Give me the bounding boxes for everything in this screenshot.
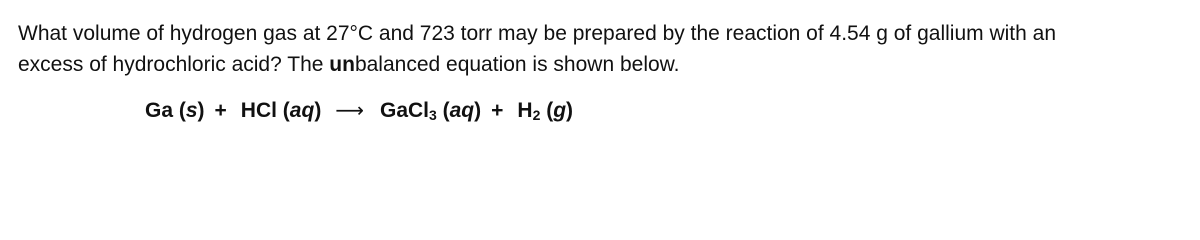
reactant-hcl: HCl (aq) bbox=[241, 96, 322, 126]
product-h2-formula: H bbox=[517, 99, 533, 122]
question-line-2-start: excess of hydrochloric acid? The bbox=[18, 53, 330, 76]
reactant-hcl-formula: HCl bbox=[240, 99, 277, 122]
question-line-2-end: balanced equation is shown below. bbox=[354, 53, 680, 76]
product-gacl3-subscript: 3 bbox=[429, 107, 437, 123]
reactant-ga: Ga (s) bbox=[145, 96, 205, 126]
question-line-1 bbox=[0, 18, 1194, 49]
plus-sign-2: + bbox=[491, 99, 504, 122]
product-h2-subscript: 2 bbox=[532, 107, 541, 123]
question-line-2 bbox=[0, 49, 1194, 80]
reactant-hcl-state: aq bbox=[289, 99, 315, 122]
product-gacl3: GaCl3 (aq) bbox=[380, 96, 481, 130]
plus-sign-1: + bbox=[214, 99, 227, 122]
product-gacl3-state: aq bbox=[449, 99, 475, 122]
question-number bbox=[0, 18, 18, 49]
chemical-equation bbox=[145, 96, 573, 130]
product-h2: H2 (g) bbox=[517, 96, 573, 130]
question-text bbox=[0, 18, 1194, 80]
reaction-arrow: ⟶ bbox=[335, 100, 364, 122]
product-gacl3-formula: GaCl bbox=[379, 99, 429, 122]
emphasis-un: un bbox=[329, 53, 355, 76]
reactant-ga-state: s bbox=[185, 99, 198, 122]
product-h2-state: g bbox=[553, 99, 567, 122]
reactant-ga-formula: Ga bbox=[145, 99, 174, 122]
question-line-1-text: What volume of hydrogen gas at 27°C and 723 torr may be prepared by the reaction of 4.54 g of gallium with an bbox=[18, 22, 1057, 45]
